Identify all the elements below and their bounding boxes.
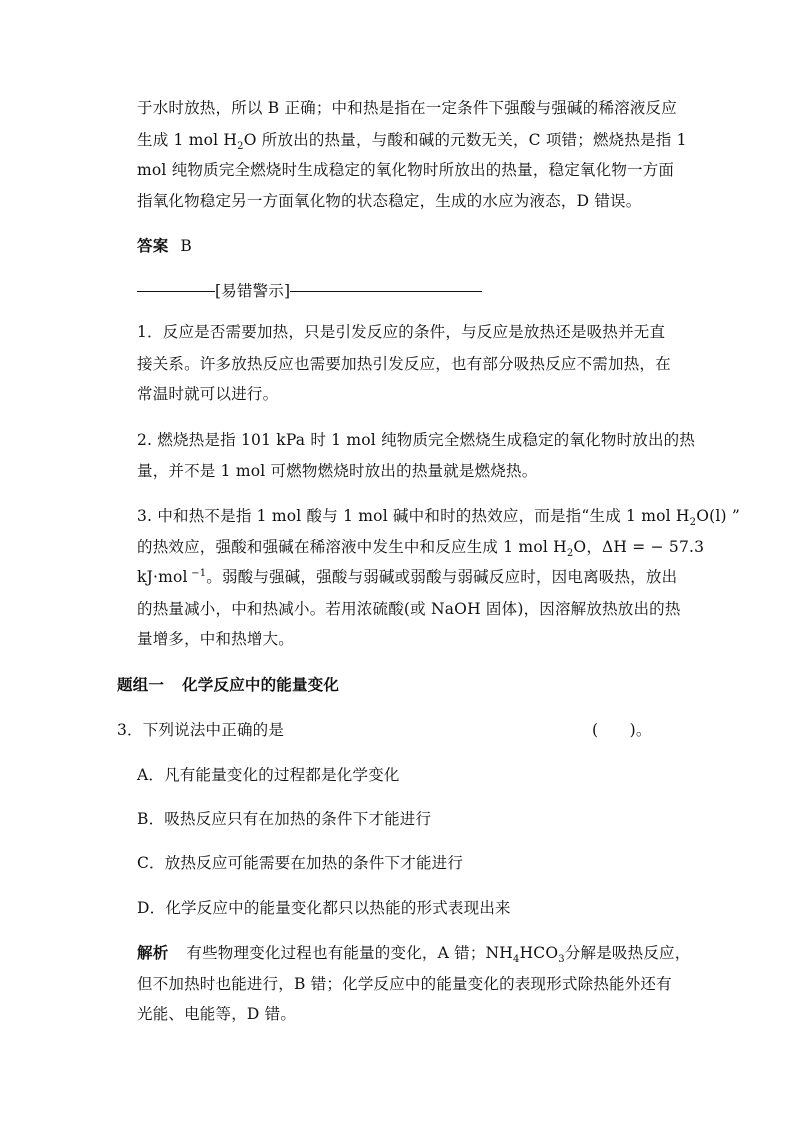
option-a: A．凡有能量变化的过程都是化学变化 (137, 766, 400, 784)
warning-rule-left (137, 291, 215, 292)
option-d: D．化学反应中的能量变化都只以热能的形式表现出来 (137, 899, 511, 917)
warning-header-label: [易错警示] (215, 282, 291, 300)
tip-3-line-4: 的热量减小，中和热减小。若用浓硫酸(或 NaOH 固体)，因溶解放热放出的热 (137, 600, 681, 618)
analysis-prev-line-3: mol 纯物质完全燃烧时生成稳定的氧化物时所放出的热量，稳定氧化物一方面 (137, 161, 675, 179)
group-title-label: 题组一 (117, 675, 165, 694)
analysis-line-2: 但不加热时也能进行，B 错；化学反应中的能量变化的表现形式除热能外还有 (137, 975, 672, 993)
analysis-label: 解析 (137, 943, 169, 962)
analysis-prev-line-4: 指氧化物稳定另一方面氧化物的状态稳定，生成的水应为液态，D 错误。 (137, 192, 642, 210)
group-title-text: 化学反应中的能量变化 (182, 675, 340, 694)
tip-1-line-3: 常温时就可以进行。 (137, 385, 279, 403)
tip-3-line-1: 3. 中和热不是指 1 mol 酸与 1 mol 碱中和时的热效应，而是指“生成 1 mol $H_2O(l)$ ” (137, 507, 741, 529)
answer-line (137, 236, 192, 256)
warning-rule-right (290, 291, 482, 292)
analysis-prev-line-2: 生成 1 mol $H_2O$ 所放出的热量，与酸和碱的元数无关，C 项错；燃烧热是指 1 (137, 131, 687, 153)
option-b: B．吸热反应只有在加热的条件下才能进行 (137, 810, 432, 828)
option-c: C．放热反应可能需要在加热的条件下才能进行 (137, 854, 464, 872)
answer-value: B (180, 237, 192, 255)
tip-2-line-1: 2. 燃烧热是指 101 kPa 时 1 mol 纯物质完全燃烧生成稳定的氧化物时放出的热 (137, 431, 696, 449)
tip-2-line-2: 量，并不是 1 mol 可燃物燃烧时放出的热量就是燃烧热。 (137, 462, 538, 480)
tip-3-line-3: kJ·mol $^{-1}$。弱酸与强碱，强酸与弱碱或弱酸与弱碱反应时，因电离吸热，放出 (137, 567, 678, 586)
tip-1-line-1: 1．反应是否需要加热，只是引发反应的条件，与反应是放热还是吸热并无直 (137, 323, 666, 341)
question-stem: 3．下列说法中正确的是 (117, 721, 285, 739)
tip-1-line-2: 接关系。许多放热反应也需要加热引发反应，也有部分吸热反应不需加热，在 (137, 355, 671, 373)
tip-3-line-2: 的热效应，强酸和强碱在稀溶液中发生中和反应生成 1 mol $H_2O$，ΔH = − 57.3 (137, 538, 705, 560)
warning-header (137, 281, 482, 301)
analysis-prev-line-1: 于水时放热，所以 B 正确；中和热是指在一定条件下强酸与强碱的稀溶液反应 (137, 99, 677, 117)
answer-paren: ( )。 (592, 721, 652, 739)
tip-3-line-5: 量增多，中和热增大。 (137, 630, 295, 648)
answer-label: 答案 (137, 236, 169, 255)
analysis-line-1: 解析 有些物理变化过程也有能量的变化，A 错；$NH_4HCO_3$分解是吸热反应， (137, 943, 691, 966)
analysis-line-3: 光能、电能等，D 错。 (137, 1005, 297, 1023)
group-title (117, 675, 339, 695)
